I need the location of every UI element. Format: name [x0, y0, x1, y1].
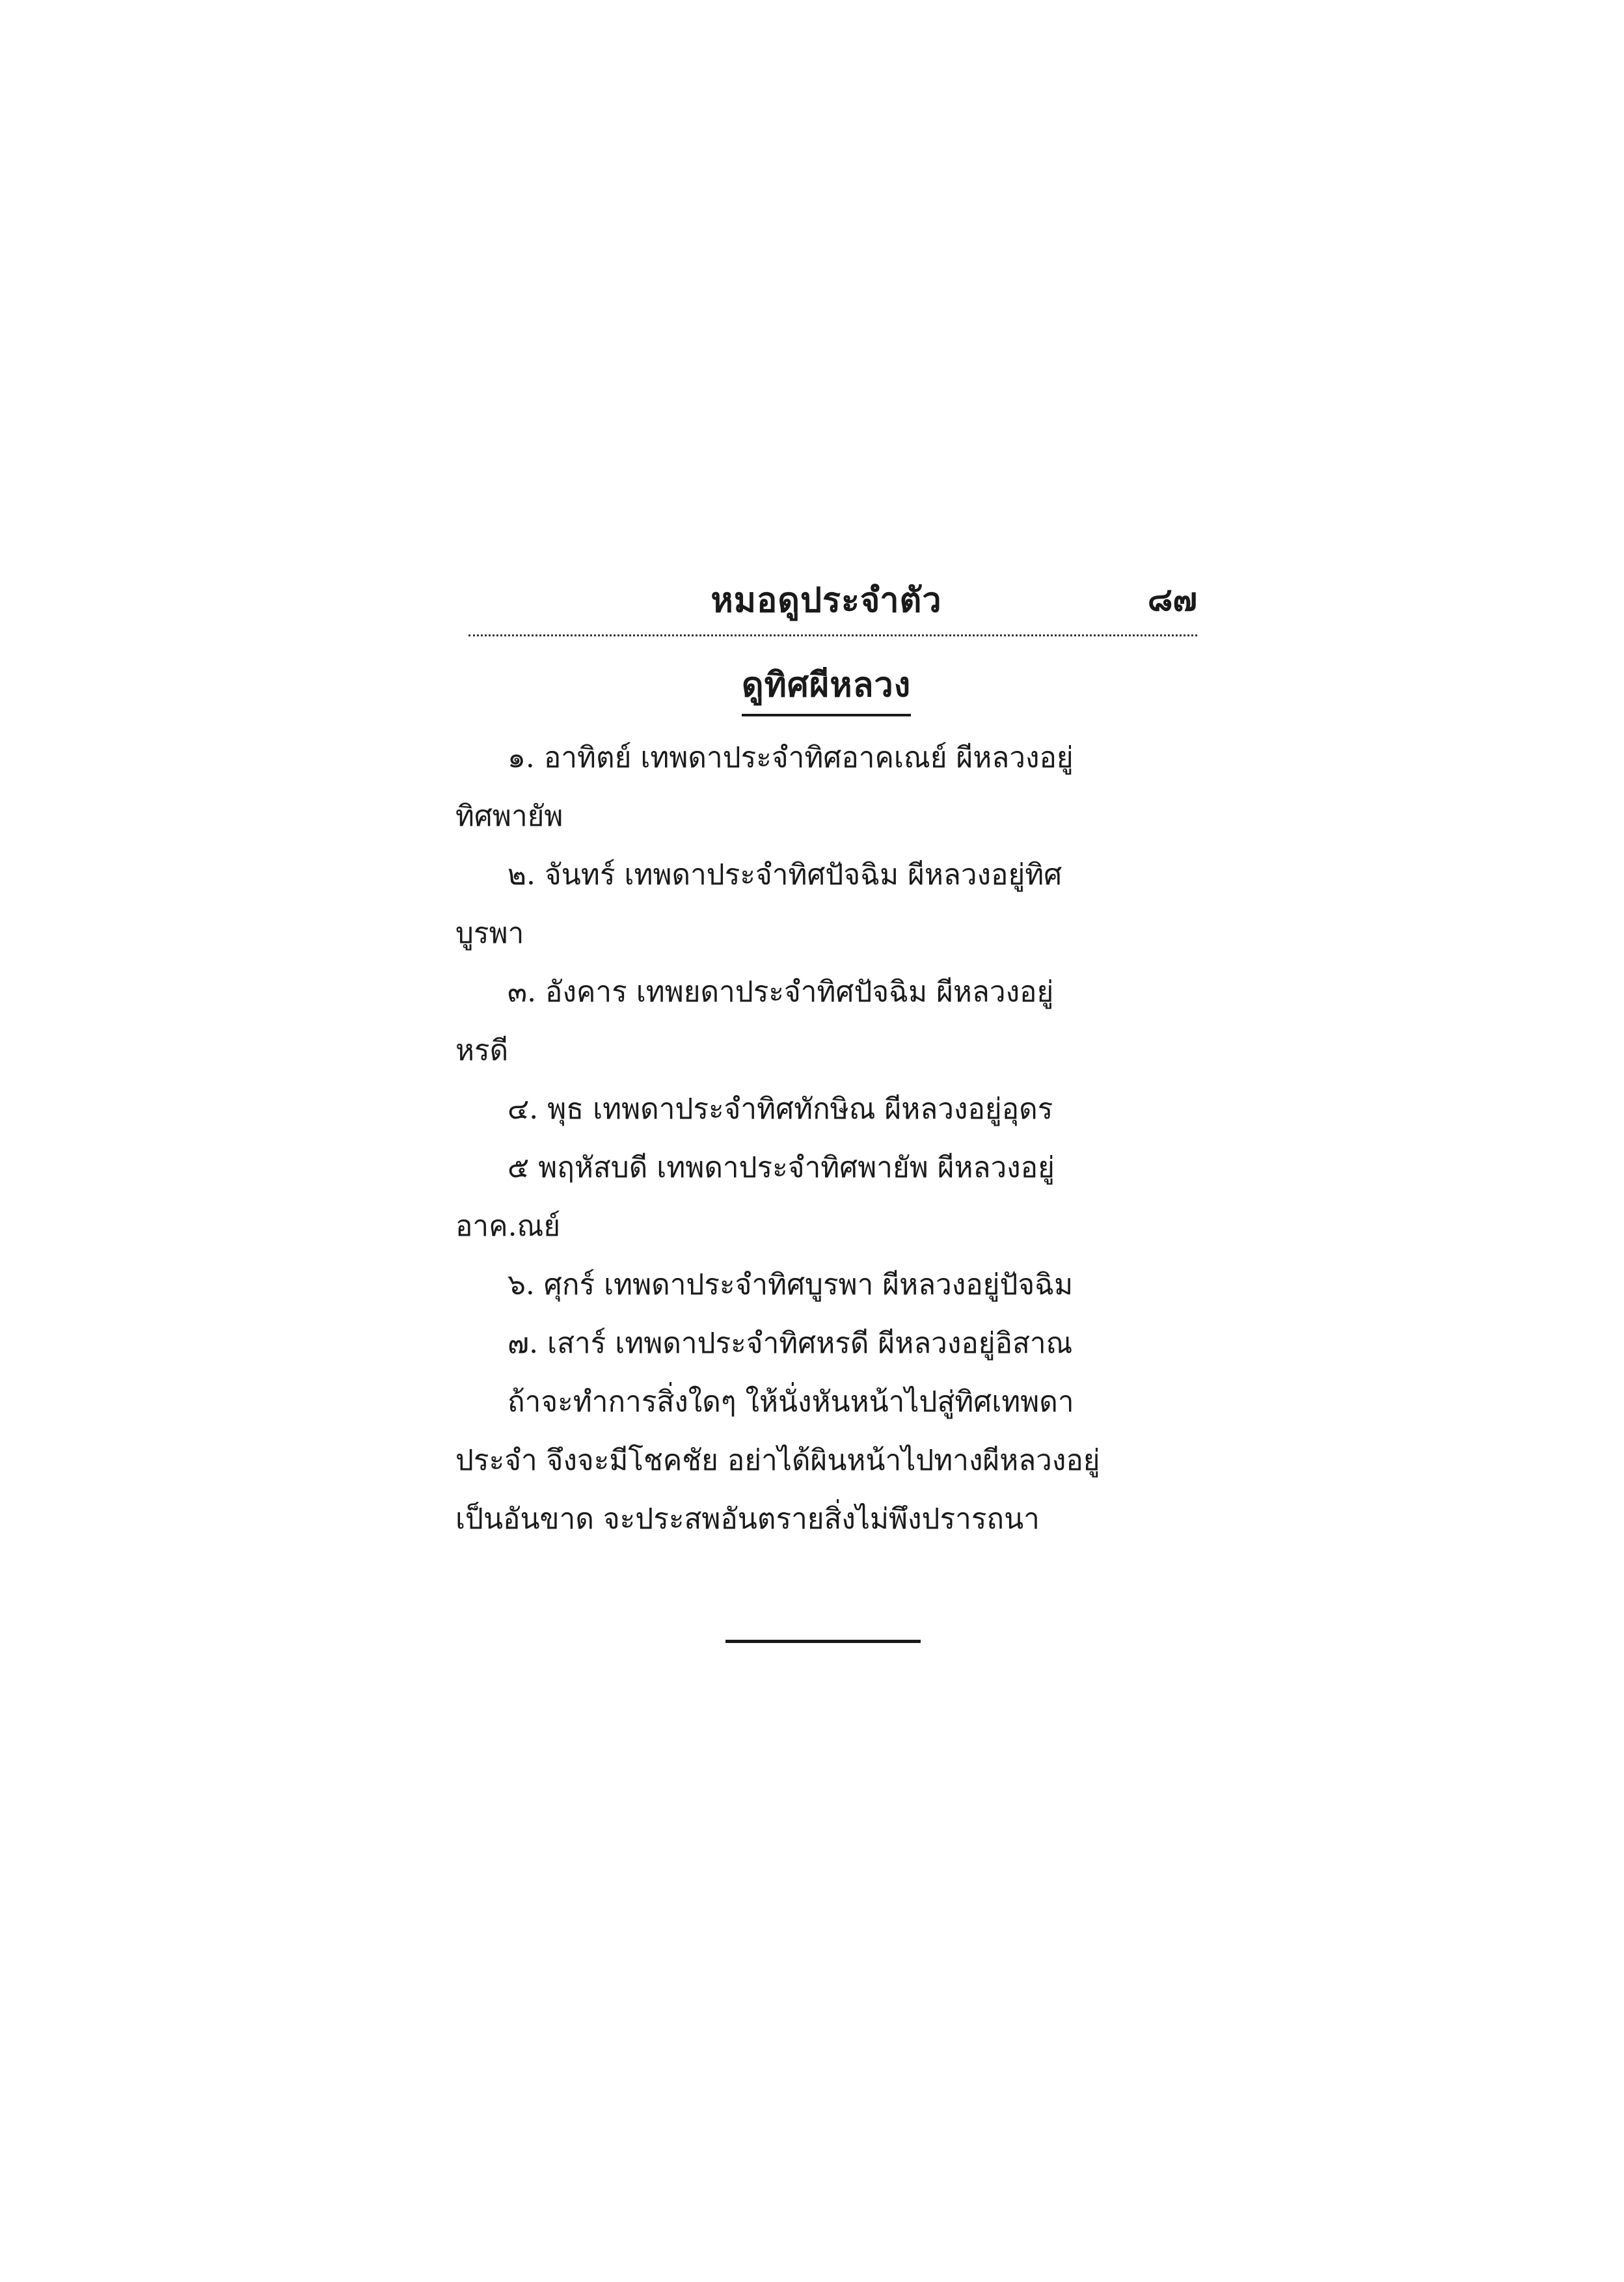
list-item-thursday: ๕ พฤหัสบดี เทพดาประจำทิศพายัพ ผีหลวงอยู่	[508, 1151, 1055, 1184]
section-heading	[455, 657, 1197, 716]
list-item-tuesday: ๓. อังคาร เทพยดาประจำทิศปัจฉิม ผีหลวงอยู่	[508, 975, 1054, 1009]
closing-paragraph-line-1: ถ้าจะทำการสิ่งใดๆ ให้นั่งหันหน้าไปสู่ทิศเทพดา	[508, 1385, 1074, 1419]
list-item-saturday: ๗. เสาร์ เทพดาประจำทิศหรดี ผีหลวงอยู่อิสาณ	[508, 1327, 1073, 1360]
list-item-tuesday-continuation: หรดี	[455, 1034, 509, 1067]
list-item-friday: ๖. ศุกร์ เทพดาประจำทิศบูรพา ผีหลวงอยู่ปัจฉิม	[508, 1268, 1074, 1301]
list-item-sunday-continuation: ทิศพายัพ	[455, 800, 563, 833]
section-heading-text: ดูทิศผีหลวง	[742, 657, 911, 716]
body-text	[455, 729, 1204, 1549]
closing-paragraph-line-3: เป็นอันขาด จะประสพอันตรายสิ่งไม่พึงปรารถนา	[455, 1502, 1040, 1536]
list-item-monday: ๒. จันทร์ เทพดาประจำทิศปัจฉิม ผีหลวงอยู่ทิศ	[508, 858, 1062, 891]
list-item-wednesday: ๔. พุธ เทพดาประจำทิศทักษิณ ผีหลวงอยู่อุดร	[508, 1093, 1053, 1126]
running-title: หมอดูประจำตัว	[710, 580, 942, 620]
list-item-thursday-continuation: อาค.ณย์	[455, 1210, 561, 1243]
closing-paragraph-line-2: ประจำ จึงจะมีโชคชัย อย่าได้ผินหน้าไปทางผีหลวงอยู่	[455, 1444, 1100, 1477]
page-number: ๘๗	[1147, 580, 1197, 618]
section-end-rule	[725, 1640, 921, 1643]
list-item-monday-continuation: บูรพา	[455, 917, 524, 950]
header-dotted-rule	[468, 634, 1197, 636]
list-item-sunday: ๑. อาทิตย์ เทพดาประจำทิศอาคเณย์ ผีหลวงอยู่	[508, 741, 1074, 774]
running-header	[455, 573, 1197, 625]
